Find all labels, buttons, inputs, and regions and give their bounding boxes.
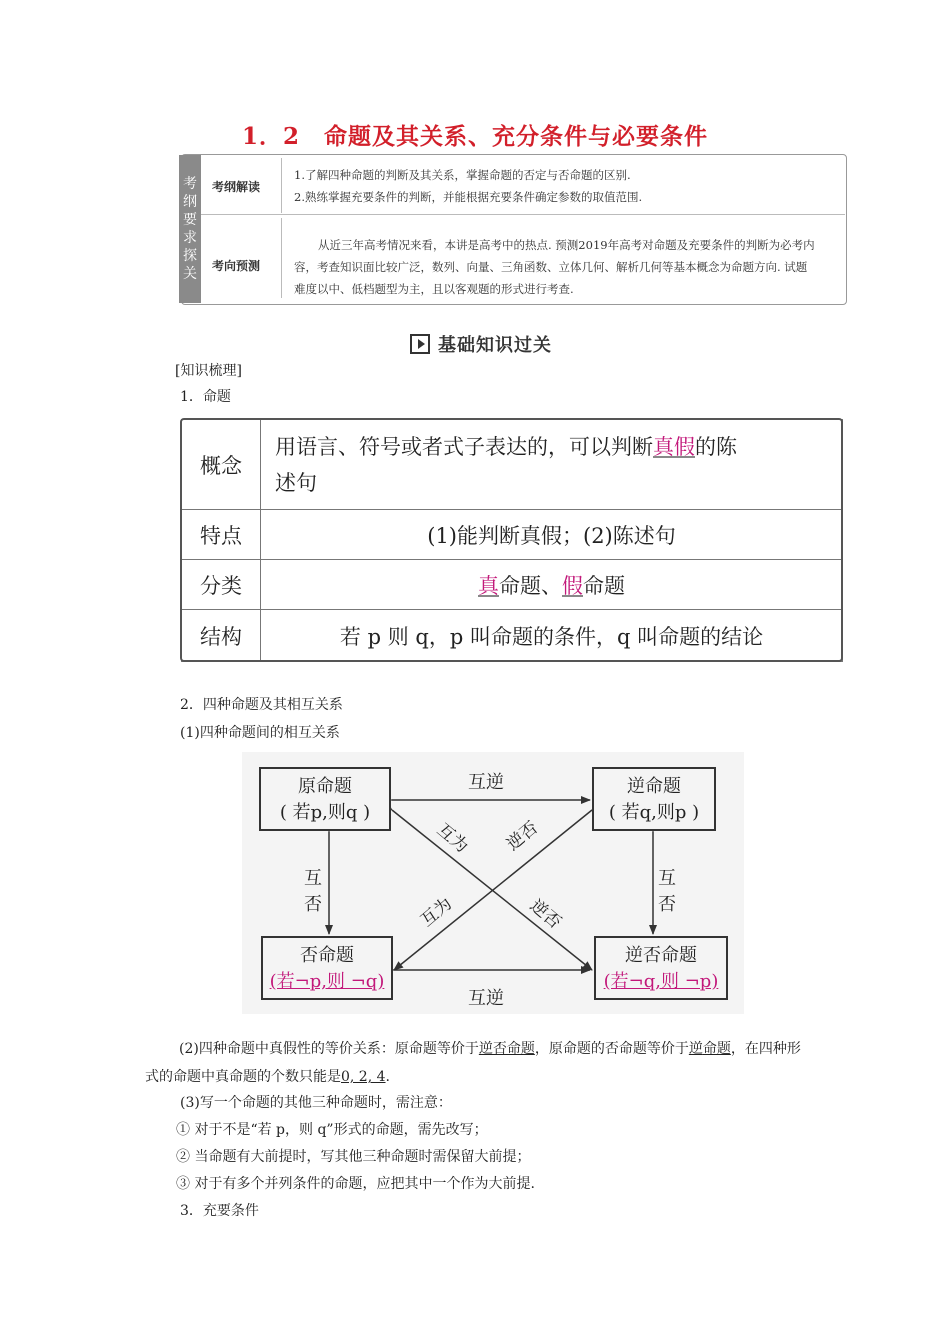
note-item: ① 对于不是“若 p，则 q”形式的命题，需先改写； bbox=[176, 1122, 488, 1138]
fill-blank: 假 bbox=[562, 573, 583, 598]
fill-blank: 真假 bbox=[653, 434, 695, 459]
table-row bbox=[182, 560, 843, 610]
syllabus-label: 考纲解读 bbox=[212, 180, 261, 194]
divider bbox=[281, 158, 282, 213]
forecast-text: 从近三年高考情况来看，本讲是高考中的热点. 预测2019年高考对命题及充要条件的判断为必考内 容，考查知识面比较广泛，数列、向量、三角函数、立体几何、解析几何等基本概念为命题方向. 试题 难度以中、低档题型为主，且以客观题的形式进行考查. bbox=[294, 238, 815, 296]
page-title: 1．2 命题及其关系、充分条件与必要条件 bbox=[241, 123, 708, 150]
row-label: 分类 bbox=[182, 560, 261, 610]
play-icon bbox=[410, 334, 430, 354]
row-label: 特点 bbox=[182, 510, 261, 560]
note-intro: (3)写一个命题的其他三种命题时，需注意： bbox=[180, 1095, 452, 1111]
note-item: ② 当命题有大前提时，写其他三种命题时需保留大前提； bbox=[176, 1149, 531, 1165]
item2-title: 2．四种命题及其相互关系 bbox=[180, 697, 343, 713]
section-heading: 基础知识过关 bbox=[410, 332, 552, 356]
diagonal-label: 逆否 bbox=[525, 895, 565, 934]
right-label: 互否 bbox=[658, 868, 676, 915]
row-content: 若 p 则 q，p 叫命题的条件，q 叫命题的结论 bbox=[261, 610, 843, 662]
proposition-table bbox=[181, 419, 843, 662]
row-content: 真命题、假命题 bbox=[261, 560, 843, 610]
row-content: 用语言、符号或者式子表达的，可以判断真假的陈 述句 bbox=[261, 420, 843, 510]
table-row bbox=[182, 510, 843, 560]
knowledge-label: [知识梳理] bbox=[175, 363, 242, 379]
item2-sub1: (1)四种命题间的相互关系 bbox=[180, 725, 340, 741]
row-content: (1)能判断真假；(2)陈述句 bbox=[261, 510, 843, 560]
syllabus-text: 1.了解四种命题的判断及其关系，掌握命题的否定与否命题的区别. 2.熟练掌握充要条件的判断，并能根据充要条件确定参数的取值范围. bbox=[294, 168, 643, 204]
syllabus-side-label: 考纲要求探关 bbox=[179, 155, 201, 303]
forecast-label: 考向预测 bbox=[212, 259, 261, 273]
table-row bbox=[182, 420, 843, 510]
item3-title: 3．充要条件 bbox=[180, 1203, 259, 1219]
bottom-label: 互逆 bbox=[468, 988, 504, 1009]
fill-blank: 真 bbox=[478, 573, 499, 598]
diagonal-label: 逆否 bbox=[503, 817, 543, 856]
divider bbox=[201, 214, 845, 215]
original-proposition-box: 原命题 ( 若p,则q ) bbox=[259, 767, 391, 831]
equivalence-paragraph: (2)四种命题中真假性的等价关系：原命题等价于逆否命题，原命题的否命题等价于逆命题，在四种形式的命题中真命题的个数只能是0, 2, 4. bbox=[145, 1041, 801, 1085]
top-label: 互逆 bbox=[468, 772, 504, 793]
note-item: ③ 对于有多个并列条件的命题，应把其中一个作为大前提. bbox=[176, 1176, 535, 1192]
relation-diagram bbox=[242, 752, 744, 1014]
converse-proposition-box: 逆命题 ( 若q,则p ) bbox=[592, 767, 716, 831]
inverse-proposition-box: 否命题 (若¬p,则 ¬q) bbox=[261, 936, 393, 1000]
diagonal-label: 互为 bbox=[417, 893, 457, 932]
diagonal-label: 互为 bbox=[432, 819, 472, 858]
table-row bbox=[182, 610, 843, 662]
row-label: 结构 bbox=[182, 610, 261, 662]
left-label: 互否 bbox=[304, 868, 322, 915]
contrapositive-proposition-box: 逆否命题 (若¬q,则 ¬p) bbox=[594, 936, 728, 1000]
item1-title: 1．命题 bbox=[180, 389, 231, 405]
row-label: 概念 bbox=[182, 420, 261, 510]
divider bbox=[281, 218, 282, 298]
